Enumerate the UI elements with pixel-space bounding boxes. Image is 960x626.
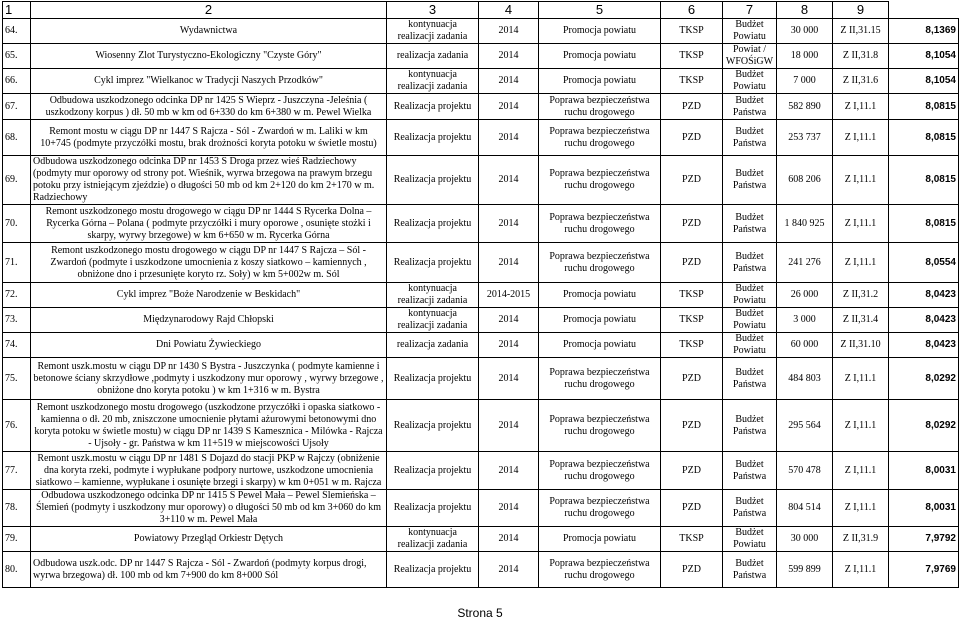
table-row [3, 94, 959, 120]
funding-source: Budżet Państwa [723, 94, 777, 120]
task-form: Realizacja projektu [387, 243, 479, 283]
table-row [3, 452, 959, 490]
table-row [3, 205, 959, 243]
row-number: 76. [3, 400, 31, 452]
task-form: Realizacja projektu [387, 120, 479, 156]
task-year: 2014 [479, 452, 539, 490]
task-type: Promocja powiatu [539, 19, 661, 44]
table-row [3, 400, 959, 452]
task-year: 2014 [479, 490, 539, 527]
header-cell: 9 [833, 2, 889, 19]
task-form: realizacja zadania [387, 44, 479, 69]
task-type: Promocja powiatu [539, 333, 661, 358]
row-number: 72. [3, 283, 31, 308]
task-code: Z II,31.15 [833, 19, 889, 44]
task-code: Z II,31.4 [833, 308, 889, 333]
row-number: 71. [3, 243, 31, 283]
task-code: Z I,11.1 [833, 490, 889, 527]
task-score: 8,0815 [889, 156, 959, 205]
task-description: Remont uszkodzonego mostu drogowego w ciągu DP nr 1447 S Rajcza – Sól - Zwardoń (podmyte i uszkodzone umocnienia z koszy siatkowo – kamiennych , obniżone dno i przesunięte koryto rz. Soły) w km 5+002w m. Sól [31, 243, 387, 283]
funding-source: Budżet Powiatu [723, 69, 777, 94]
task-score: 8,0554 [889, 243, 959, 283]
row-number: 68. [3, 120, 31, 156]
header-cell: 4 [479, 2, 539, 19]
task-amount: 484 803 [777, 358, 833, 400]
task-form: kontynuacja realizacji zadania [387, 527, 479, 552]
task-form: Realizacja projektu [387, 490, 479, 527]
row-number: 66. [3, 69, 31, 94]
funding-source: Budżet Powiatu [723, 283, 777, 308]
task-amount: 295 564 [777, 400, 833, 452]
task-unit: TKSP [661, 19, 723, 44]
table-row [3, 120, 959, 156]
task-amount: 30 000 [777, 527, 833, 552]
task-year: 2014 [479, 205, 539, 243]
table-row [3, 19, 959, 44]
task-description: Odbudowa uszk.odc. DP nr 1447 S Rajcza - Sól - Zwardoń (podmyty korpus drogi, wyrwa brzegowa) dł. 100 mb od km 7+900 do km 8+000 Sól [31, 552, 387, 588]
task-form: Realizacja projektu [387, 358, 479, 400]
task-description: Wiosenny Zlot Turystyczno-Ekologiczny "Czyste Góry" [31, 44, 387, 69]
table-row [3, 156, 959, 205]
task-type: Poprawa bezpieczeństwa ruchu drogowego [539, 205, 661, 243]
task-code: Z I,11.1 [833, 94, 889, 120]
task-year: 2014 [479, 156, 539, 205]
funding-source: Budżet Państwa [723, 452, 777, 490]
row-number: 64. [3, 19, 31, 44]
task-score: 8,0815 [889, 205, 959, 243]
task-year: 2014 [479, 69, 539, 94]
task-year: 2014 [479, 358, 539, 400]
task-unit: PZD [661, 156, 723, 205]
funding-source: Budżet Państwa [723, 156, 777, 205]
task-type: Poprawa bezpieczeństwa ruchu drogowego [539, 552, 661, 588]
task-unit: PZD [661, 552, 723, 588]
task-unit: PZD [661, 243, 723, 283]
task-year: 2014 [479, 400, 539, 452]
task-code: Z II,31.9 [833, 527, 889, 552]
task-type: Promocja powiatu [539, 69, 661, 94]
task-type: Poprawa bezpieczeństwa ruchu drogowego [539, 452, 661, 490]
row-number: 75. [3, 358, 31, 400]
header-spacer [889, 2, 959, 19]
task-year: 2014 [479, 243, 539, 283]
funding-source: Budżet Powiatu [723, 308, 777, 333]
task-unit: TKSP [661, 283, 723, 308]
task-unit: TKSP [661, 69, 723, 94]
task-form: Realizacja projektu [387, 156, 479, 205]
task-year: 2014 [479, 120, 539, 156]
task-type: Promocja powiatu [539, 527, 661, 552]
header-row [3, 2, 959, 19]
row-number: 74. [3, 333, 31, 358]
task-amount: 608 206 [777, 156, 833, 205]
task-description: Odbudowa uszkodzonego odcinka DP nr 1415 S Pewel Mała – Pewel Ślemieńska – Ślemień (podmyty i uszkodzony mur oporowy) o długości 50 mb od km 3+060 do km 3+110 w m. Pewel Mała [31, 490, 387, 527]
table-row [3, 333, 959, 358]
task-unit: PZD [661, 205, 723, 243]
task-type: Promocja powiatu [539, 283, 661, 308]
task-unit: TKSP [661, 333, 723, 358]
task-type: Poprawa bezpieczeństwa ruchu drogowego [539, 120, 661, 156]
task-type: Promocja powiatu [539, 44, 661, 69]
task-score: 8,0423 [889, 283, 959, 308]
task-score: 7,9792 [889, 527, 959, 552]
task-type: Poprawa bezpieczeństwa ruchu drogowego [539, 156, 661, 205]
funding-source: Budżet Powiatu [723, 333, 777, 358]
task-amount: 582 890 [777, 94, 833, 120]
task-code: Z I,11.1 [833, 358, 889, 400]
task-code: Z I,11.1 [833, 156, 889, 205]
task-code: Z II,31.10 [833, 333, 889, 358]
funding-source: Budżet Powiatu [723, 19, 777, 44]
task-description: Odbudowa uszkodzonego odcinka DP nr 1453 S Droga przez wieś Radziechowy (podmyty mur oporowy od strony pot. Wieśnik, wyrwa brzegowa na prawym brzegu potoku przy istniejącym zjeździe) o długości 50 mb od km 2+120 do km 2+170 w m. Radziechowy [31, 156, 387, 205]
task-description: Remont mostu w ciągu DP nr 1447 S Rajcza - Sól - Zwardoń w m. Laliki w km 10+745 (podmyte przyczółki mostu, brak drożności koryta potoku w świetle mostu) [31, 120, 387, 156]
task-type: Poprawa bezpieczeństwa ruchu drogowego [539, 358, 661, 400]
task-description: Cykl imprez "Boże Narodzenie w Beskidach" [31, 283, 387, 308]
funding-source: Budżet Państwa [723, 243, 777, 283]
task-score: 7,9769 [889, 552, 959, 588]
task-description: Remont uszk.mostu w ciągu DP nr 1481 S Dojazd do stacji PKP w Rajczy (obniżenie dna koryta rzeki, podmyte i wypłukane podpory nurtowe, uszkodzone umocnienia siatkowo – kamienne, wypłukane i osunięte brzegi i skarpy) w km 0+051 w m. Rajcza [31, 452, 387, 490]
task-description: Remont uszkodzonego mostu drogowego (uszkodzone przyczółki i opaska siatkowo - kamienna o dł. 20 mb, zniszczone umocnienie płytami ażurowymi betonowymi dno koryta potoku w świetle mostu) w ciągu DP nr 1439 S Kamesznica - Milówka - Rajcza - Ujsoły - gr. Państwa w km 11+519 w miejscowości Ujsoły [31, 400, 387, 452]
task-score: 8,0815 [889, 120, 959, 156]
task-year: 2014-2015 [479, 283, 539, 308]
task-code: Z I,11.1 [833, 452, 889, 490]
task-amount: 30 000 [777, 19, 833, 44]
table-row [3, 243, 959, 283]
task-type: Promocja powiatu [539, 308, 661, 333]
task-code: Z I,11.1 [833, 243, 889, 283]
funding-source: Budżet Powiatu [723, 527, 777, 552]
table-row [3, 490, 959, 527]
task-year: 2014 [479, 527, 539, 552]
table-row [3, 308, 959, 333]
task-form: kontynuacja realizacji zadania [387, 69, 479, 94]
task-form: kontynuacja realizacji zadania [387, 19, 479, 44]
funding-source: Powiat / WFOŚiGW [723, 44, 777, 69]
task-description: Dni Powiatu Żywieckiego [31, 333, 387, 358]
task-description: Wydawnictwa [31, 19, 387, 44]
row-number: 69. [3, 156, 31, 205]
projects-table [2, 1, 959, 588]
task-form: Realizacja projektu [387, 400, 479, 452]
task-unit: TKSP [661, 527, 723, 552]
task-amount: 804 514 [777, 490, 833, 527]
task-unit: PZD [661, 452, 723, 490]
task-code: Z II,31.6 [833, 69, 889, 94]
task-description: Międzynarodowy Rajd Chłopski [31, 308, 387, 333]
table-body [3, 2, 959, 588]
header-cell: 1 [3, 2, 31, 19]
task-type: Poprawa bezpieczeństwa ruchu drogowego [539, 400, 661, 452]
task-score: 8,0815 [889, 94, 959, 120]
row-number: 77. [3, 452, 31, 490]
header-cell: 2 [31, 2, 387, 19]
header-cell: 8 [777, 2, 833, 19]
task-description: Odbudowa uszkodzonego odcinka DP nr 1425 S Wieprz - Juszczyna -Jeleśnia ( uszkodzony korpus ) dł. 50 mb w km od 6+330 do km 6+380 w m. Pewel Wielka [31, 94, 387, 120]
task-code: Z II,31.8 [833, 44, 889, 69]
task-year: 2014 [479, 19, 539, 44]
header-cell: 7 [723, 2, 777, 19]
row-number: 67. [3, 94, 31, 120]
funding-source: Budżet Państwa [723, 358, 777, 400]
task-description: Remont uszkodzonego mostu drogowego w ciągu DP nr 1444 S Rycerka Dolna – Rycerka Górna – Polana ( podmyte przyczółki i mury oporowe , osunięte stożki i skarpy, wyrwy brzegowe) w km 6+650 w m. Rycerka Górna [31, 205, 387, 243]
header-cell: 6 [661, 2, 723, 19]
task-score: 8,0292 [889, 400, 959, 452]
task-unit: PZD [661, 400, 723, 452]
task-score: 8,0423 [889, 333, 959, 358]
task-form: Realizacja projektu [387, 94, 479, 120]
table-row [3, 283, 959, 308]
table-row [3, 358, 959, 400]
task-score: 8,0031 [889, 490, 959, 527]
task-type: Poprawa bezpieczeństwa ruchu drogowego [539, 243, 661, 283]
task-amount: 7 000 [777, 69, 833, 94]
table-row [3, 44, 959, 69]
task-description: Powiatowy Przegląd Orkiestr Dętych [31, 527, 387, 552]
row-number: 80. [3, 552, 31, 588]
task-type: Poprawa bezpieczeństwa ruchu drogowego [539, 490, 661, 527]
task-unit: TKSP [661, 308, 723, 333]
funding-source: Budżet Państwa [723, 205, 777, 243]
task-score: 8,1054 [889, 69, 959, 94]
task-code: Z I,11.1 [833, 120, 889, 156]
task-year: 2014 [479, 333, 539, 358]
task-form: Realizacja projektu [387, 205, 479, 243]
table-row [3, 527, 959, 552]
task-amount: 241 276 [777, 243, 833, 283]
row-number: 78. [3, 490, 31, 527]
task-amount: 570 478 [777, 452, 833, 490]
task-year: 2014 [479, 552, 539, 588]
task-score: 8,1054 [889, 44, 959, 69]
task-description: Cykl imprez "Wielkanoc w Tradycji Naszych Przodków" [31, 69, 387, 94]
table-row [3, 69, 959, 94]
task-unit: PZD [661, 120, 723, 156]
task-unit: PZD [661, 490, 723, 527]
task-form: kontynuacja realizacji zadania [387, 308, 479, 333]
header-cell: 3 [387, 2, 479, 19]
row-number: 70. [3, 205, 31, 243]
row-number: 79. [3, 527, 31, 552]
task-description: Remont uszk.mostu w ciągu DP nr 1430 S Bystra - Juszczynka ( podmyte kamienne i betonowe ściany skrzydłowe ,podmyty i uszkodzony mur oporowy , wyrwy brzegowe , obniżone dno koryta potoku ) w km 1+316 w m. Bystra [31, 358, 387, 400]
row-number: 65. [3, 44, 31, 69]
task-score: 8,0423 [889, 308, 959, 333]
table-row [3, 552, 959, 588]
task-unit: PZD [661, 358, 723, 400]
task-year: 2014 [479, 308, 539, 333]
funding-source: Budżet Państwa [723, 120, 777, 156]
funding-source: Budżet Państwa [723, 552, 777, 588]
task-code: Z II,31.2 [833, 283, 889, 308]
task-type: Poprawa bezpieczeństwa ruchu drogowego [539, 94, 661, 120]
header-cell: 5 [539, 2, 661, 19]
task-unit: PZD [661, 94, 723, 120]
task-code: Z I,11.1 [833, 205, 889, 243]
task-form: kontynuacja realizacji zadania [387, 283, 479, 308]
task-amount: 3 000 [777, 308, 833, 333]
task-score: 8,0031 [889, 452, 959, 490]
task-amount: 253 737 [777, 120, 833, 156]
task-amount: 1 840 925 [777, 205, 833, 243]
task-score: 8,0292 [889, 358, 959, 400]
task-score: 8,1369 [889, 19, 959, 44]
task-form: realizacja zadania [387, 333, 479, 358]
task-code: Z I,11.1 [833, 552, 889, 588]
task-amount: 599 899 [777, 552, 833, 588]
task-form: Realizacja projektu [387, 552, 479, 588]
task-year: 2014 [479, 44, 539, 69]
funding-source: Budżet Państwa [723, 490, 777, 527]
task-unit: TKSP [661, 44, 723, 69]
row-number: 73. [3, 308, 31, 333]
task-amount: 26 000 [777, 283, 833, 308]
task-form: Realizacja projektu [387, 452, 479, 490]
task-code: Z I,11.1 [833, 400, 889, 452]
task-year: 2014 [479, 94, 539, 120]
task-amount: 18 000 [777, 44, 833, 69]
funding-source: Budżet Państwa [723, 400, 777, 452]
page-number: Strona 5 [457, 606, 503, 620]
task-amount: 60 000 [777, 333, 833, 358]
